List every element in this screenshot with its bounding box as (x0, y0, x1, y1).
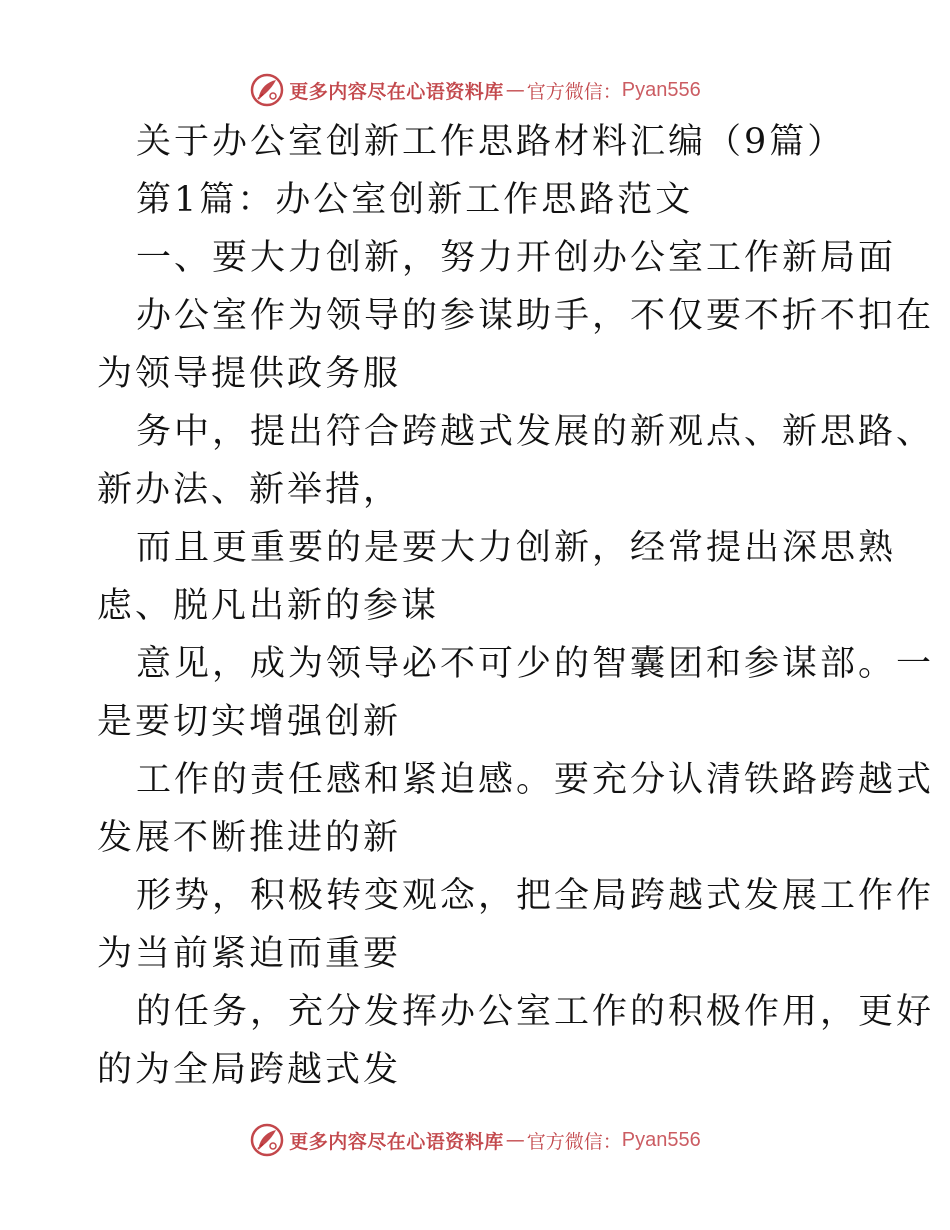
paragraph-line: 新办法、新举措， (97, 470, 402, 510)
paragraph-line: 工作的责任感和紧迫感。要充分认清铁路跨越式 (136, 760, 935, 800)
pen-heart-logo-icon (249, 72, 285, 108)
wechat-label: 官方微信： (526, 80, 622, 103)
banner-separator: — (505, 79, 525, 101)
paragraph-line: 形势，积极转变观念，把全局跨越式发展工作作 (136, 876, 935, 916)
section-heading: 第1篇：办公室创新工作思路范文 (136, 180, 694, 220)
subsection-heading: 一、要大力创新，努力开创办公室工作新局面 (136, 238, 897, 278)
brand-text: 更多内容尽在心语资料库 (289, 1130, 504, 1153)
paragraph-line: 务中，提出符合跨越式发展的新观点、新思路、 (136, 412, 935, 452)
banner-separator: — (505, 1129, 525, 1151)
paragraph-line: 办公室作为领导的参谋助手，不仅要不折不扣在 (136, 296, 935, 336)
paragraph-line: 发展不断推进的新 (97, 818, 402, 858)
paragraph-line: 意见，成为领导必不可少的智囊团和参谋部。一 (136, 644, 935, 684)
pen-heart-logo-icon (249, 1122, 285, 1158)
paragraph-line: 的为全局跨越式发 (97, 1050, 402, 1090)
paragraph-line: 虑、脱凡出新的参谋 (97, 586, 440, 626)
header-banner (0, 70, 950, 110)
paragraph-line: 的任务，充分发挥办公室工作的积极作用，更好 (136, 992, 935, 1032)
paragraph-line: 为当前紧迫而重要 (97, 934, 402, 974)
brand-text: 更多内容尽在心语资料库 (289, 80, 504, 103)
document-title: 关于办公室创新工作思路材料汇编（9篇） (136, 122, 846, 162)
wechat-label: 官方微信： (526, 1130, 622, 1153)
paragraph-line: 是要切实增强创新 (97, 702, 402, 742)
paragraph-line: 为领导提供政务服 (97, 354, 402, 394)
wechat-id: Pyan556 (621, 78, 701, 101)
wechat-id: Pyan556 (621, 1128, 701, 1151)
footer-banner (0, 1120, 950, 1160)
paragraph-line: 而且更重要的是要大力创新，经常提出深思熟 (136, 528, 897, 568)
